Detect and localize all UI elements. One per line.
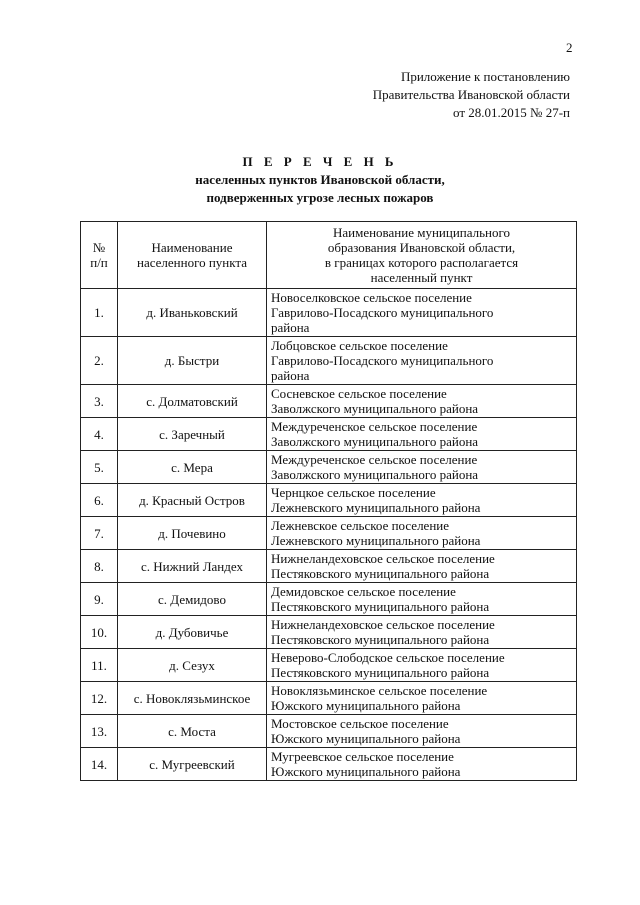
municipality-line: Чернцкое сельское поселение [271, 485, 436, 500]
municipality-line: Пестяковского муниципального района [271, 566, 490, 581]
settlement-name: с. Новоклязьминское [118, 682, 267, 715]
municipality-name [267, 682, 577, 715]
header-num-line-1: № [92, 240, 106, 255]
settlement-name: с. Мугреевский [118, 748, 267, 781]
municipality-line: Неверово-Слободское сельское поселение [271, 650, 505, 665]
municipality-line: Пестяковского муниципального района [271, 665, 490, 680]
municipality-line: Сосневское сельское поселение [271, 386, 447, 401]
header-num [81, 222, 118, 289]
table-row [81, 583, 577, 616]
appendix-line-1: Приложение к постановлению [400, 69, 570, 84]
header-num-line-2: п/п [90, 255, 108, 270]
municipality-name [267, 418, 577, 451]
municipality-line: Заволжского муниципального района [271, 401, 479, 416]
municipality-line: Новоселковское сельское поселение [271, 290, 472, 305]
municipality-line: Южского муниципального района [271, 764, 461, 779]
table-body [81, 289, 577, 781]
settlement-name: д. Быстри [118, 337, 267, 385]
row-number: 11. [81, 649, 118, 682]
table-row [81, 289, 577, 337]
title-line-3: подверженных угрозе лесных пожаров [206, 190, 434, 205]
title-line-2: населенных пунктов Ивановской области, [195, 172, 445, 187]
municipality-line: Лежневского муниципального района [271, 500, 481, 515]
appendix-line-2: Правительства Ивановской области [372, 87, 570, 102]
table-row [81, 337, 577, 385]
row-number: 10. [81, 616, 118, 649]
header-municipality-line-1: Наименование муниципального [332, 225, 511, 240]
municipality-line: Пестяковского муниципального района [271, 599, 490, 614]
row-number: 9. [81, 583, 118, 616]
municipality-line: района [271, 320, 310, 335]
municipality-name [267, 484, 577, 517]
table-row [81, 649, 577, 682]
municipality-line: Заволжского муниципального района [271, 467, 479, 482]
municipality-name [267, 451, 577, 484]
row-number: 8. [81, 550, 118, 583]
table-row [81, 682, 577, 715]
title-main: П Е Р Е Ч Е Н Ь [242, 154, 398, 169]
settlement-name: с. Демидово [118, 583, 267, 616]
municipality-name [267, 748, 577, 781]
appendix-line-3: от 28.01.2015 № 27-п [453, 105, 570, 120]
settlement-name: с. Долматовский [118, 385, 267, 418]
municipality-line: района [271, 368, 310, 383]
row-number: 12. [81, 682, 118, 715]
settlement-name: с. Моста [118, 715, 267, 748]
settlement-name: с. Заречный [118, 418, 267, 451]
header-municipality-line-4: населенный пункт [370, 270, 473, 285]
row-number: 13. [81, 715, 118, 748]
settlement-name: д. Почевино [118, 517, 267, 550]
table-row [81, 550, 577, 583]
table-row [81, 451, 577, 484]
table-row [81, 418, 577, 451]
header-settlement [118, 222, 267, 289]
row-number: 14. [81, 748, 118, 781]
table-header-row [81, 222, 577, 289]
municipality-line: Междуреченское сельское поселение [271, 452, 478, 467]
municipality-line: Лежневское сельское поселение [271, 518, 450, 533]
appendix-header [373, 68, 570, 122]
document-title [0, 153, 640, 207]
municipality-name [267, 649, 577, 682]
municipality-name [267, 616, 577, 649]
municipality-line: Лежневского муниципального района [271, 533, 481, 548]
table-row [81, 385, 577, 418]
header-municipality-line-3: в границах которого располагается [324, 255, 519, 270]
settlement-name: д. Дубовичье [118, 616, 267, 649]
municipality-name [267, 289, 577, 337]
municipality-name [267, 583, 577, 616]
header-municipality [267, 222, 577, 289]
municipality-line: Лобцовское сельское поселение [271, 338, 448, 353]
row-number: 3. [81, 385, 118, 418]
municipality-line: Гаврилово-Посадского муниципального [271, 305, 494, 320]
row-number: 2. [81, 337, 118, 385]
municipality-name [267, 337, 577, 385]
municipality-line: Нижнеландеховское сельское поселение [271, 551, 495, 566]
header-settlement-line-2: населенного пункта [136, 255, 248, 270]
municipality-line: Южского муниципального района [271, 731, 461, 746]
row-number: 1. [81, 289, 118, 337]
municipality-line: Новоклязьминское сельское поселение [271, 683, 488, 698]
municipality-line: Мостовское сельское поселение [271, 716, 449, 731]
municipality-name [267, 517, 577, 550]
municipality-name [267, 385, 577, 418]
table-row [81, 517, 577, 550]
municipality-line: Мугреевское сельское поселение [271, 749, 454, 764]
table-row [81, 616, 577, 649]
row-number: 5. [81, 451, 118, 484]
row-number: 4. [81, 418, 118, 451]
row-number: 6. [81, 484, 118, 517]
settlement-name: д. Сезух [118, 649, 267, 682]
municipality-line: Нижнеландеховское сельское поселение [271, 617, 495, 632]
table-row [81, 484, 577, 517]
table-row [81, 748, 577, 781]
settlements-table [80, 221, 577, 781]
municipality-line: Междуреченское сельское поселение [271, 419, 478, 434]
header-settlement-line-1: Наименование [151, 240, 233, 255]
settlement-name: с. Мера [118, 451, 267, 484]
municipality-name [267, 550, 577, 583]
settlement-name: д. Красный Остров [118, 484, 267, 517]
settlement-name: д. Иваньковский [118, 289, 267, 337]
header-municipality-line-2: образования Ивановской области, [327, 240, 516, 255]
municipality-line: Пестяковского муниципального района [271, 632, 490, 647]
municipality-line: Гаврилово-Посадского муниципального [271, 353, 494, 368]
municipality-line: Южского муниципального района [271, 698, 461, 713]
municipality-line: Заволжского муниципального района [271, 434, 479, 449]
page-number: 2 [566, 40, 573, 55]
municipality-name [267, 715, 577, 748]
settlement-name: с. Нижний Ландех [118, 550, 267, 583]
row-number: 7. [81, 517, 118, 550]
table-row [81, 715, 577, 748]
municipality-line: Демидовское сельское поселение [271, 584, 456, 599]
